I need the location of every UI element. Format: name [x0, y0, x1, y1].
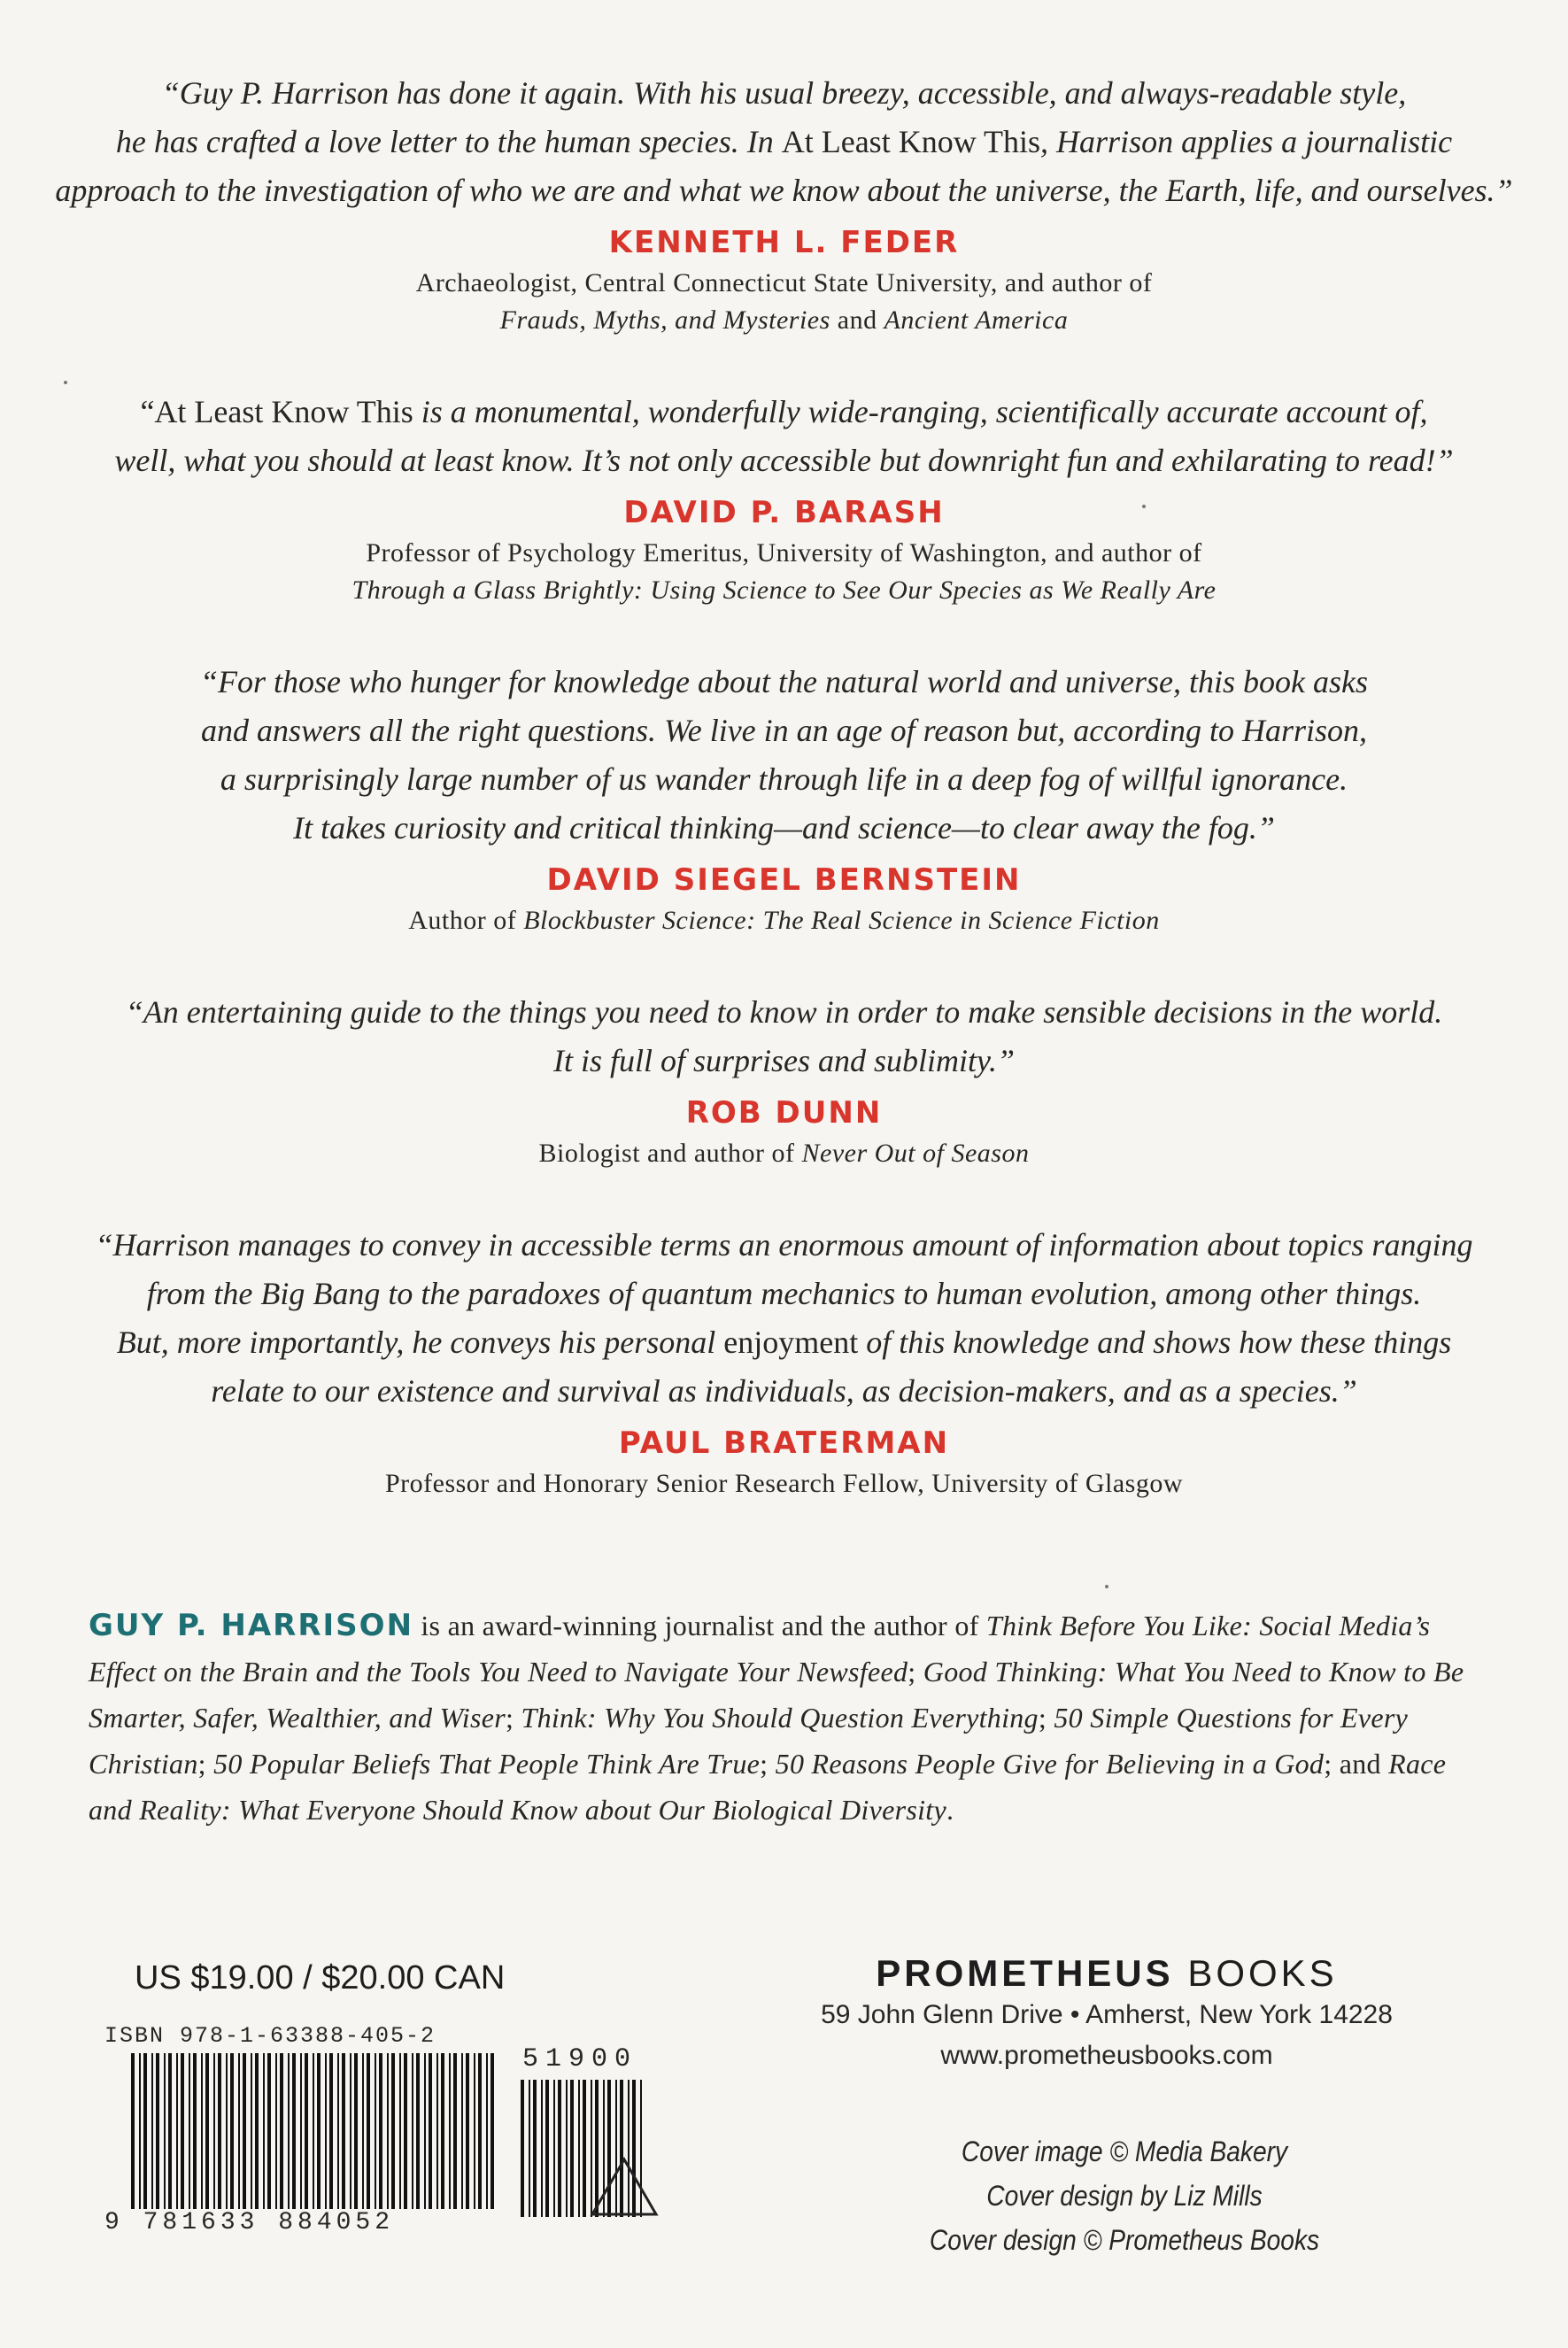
publisher-name: [770, 1952, 1443, 1995]
barcode-bar: [218, 2053, 221, 2217]
cover-credits: [797, 2129, 1452, 2262]
text-run: Author of: [408, 906, 524, 935]
blurb: [0, 658, 1568, 939]
publisher-logo-triangle-icon: [589, 2156, 660, 2218]
quote-line: [0, 1367, 1568, 1416]
barcode-bar: [379, 2053, 382, 2217]
blurb-quote: [0, 988, 1568, 1085]
barcode-bar: [325, 2053, 327, 2217]
quote-line: [0, 707, 1568, 755]
barcode-bar: [404, 2053, 407, 2217]
book-title: 50 Simple Questions for Every Christian: [89, 1702, 1409, 1780]
barcode-bar: [521, 2080, 524, 2217]
credential-line: [0, 572, 1568, 609]
blurb-author: DAVID SIEGEL BERNSTEIN: [546, 862, 1022, 898]
barcode-bar: [226, 2053, 228, 2217]
isbn-label: ISBN 978-1-63388-405-2: [104, 2023, 436, 2049]
barcode-bar: [391, 2053, 395, 2217]
blurb-quote: [0, 388, 1568, 485]
author-bio: [89, 1603, 1487, 1833]
barcode-bar: [412, 2053, 413, 2217]
blurb-credential: [0, 902, 1568, 939]
barcode-bars: [131, 2053, 498, 2217]
quote-line: [0, 1270, 1568, 1318]
blurb-author: ROB DUNN: [685, 1095, 883, 1131]
text-run: ;: [505, 1702, 521, 1734]
text-run: “An entertaining guide to the things you need to know in order to make sensible decisions in the world.: [125, 994, 1443, 1030]
barcode-bar: [533, 2080, 537, 2217]
quote-line: [0, 1037, 1568, 1085]
blurb-author: KENNETH L. FEDER: [608, 225, 960, 260]
barcode-bar: [342, 2053, 345, 2217]
barcode-bar: [387, 2053, 389, 2217]
barcode-bar: [449, 2053, 451, 2217]
blurb-quote: [0, 1221, 1568, 1416]
book-title: Frauds, Myths, and Mysteries: [499, 305, 830, 335]
quote-line: [0, 804, 1568, 853]
barcode-bar: [350, 2053, 351, 2217]
barcode-supplement-digits: 51900: [522, 2044, 638, 2074]
bio-author-name: GUY P. HARRISON: [89, 1608, 414, 1643]
barcode-bar: [243, 2053, 246, 2217]
text-run: ;: [908, 1656, 923, 1688]
barcode-bar: [305, 2053, 308, 2217]
barcode-bar: [313, 2053, 314, 2217]
text-run: from the Big Bang to the paradoxes of quantum mechanics to human evolution, among other things.: [146, 1276, 1422, 1311]
barcode-bar: [329, 2053, 333, 2217]
credential-line: [0, 1135, 1568, 1172]
barcode-bar: [292, 2053, 296, 2217]
blurb-credential: [0, 265, 1568, 339]
book-title: 50 Popular Beliefs That People Think Are True: [213, 1748, 761, 1780]
barcode-bar: [375, 2053, 376, 2217]
text-run: Professor and Honorary Senior Research Fellow, University of Glasgow: [384, 1469, 1184, 1498]
barcode-bar: [362, 2053, 364, 2217]
barcode-bar: [317, 2053, 321, 2217]
text-run: ;: [197, 1748, 214, 1780]
credit-line: Cover image © Media Bakery: [961, 2136, 1288, 2167]
text-run: .: [946, 1794, 954, 1826]
publisher-address: 59 John Glenn Drive • Amherst, New York 14228: [821, 2000, 1393, 2029]
quote-line: [0, 755, 1568, 804]
text-run: Archaeologist, Central Connecticut State University, and author of: [415, 268, 1153, 297]
blurb: [0, 388, 1568, 609]
credential-line: [0, 902, 1568, 939]
barcode-bar: [251, 2053, 252, 2217]
price-label: US $19.00 / $20.00 CAN: [135, 1959, 506, 1997]
barcode-bar: [570, 2080, 574, 2217]
barcode-bar: [181, 2053, 184, 2217]
barcode-bar: [275, 2053, 277, 2217]
barcode-bar: [486, 2053, 488, 2217]
barcode-bar: [399, 2053, 401, 2217]
print-speck: [1142, 505, 1146, 508]
text-run: is a monumental, wonderfully wide-ranging, scientifically accurate account of,: [413, 394, 1428, 429]
blurb-credential: [0, 535, 1568, 609]
barcode-bar: [255, 2053, 259, 2217]
barcode-bar: [558, 2080, 561, 2217]
barcode-bar: [337, 2053, 339, 2217]
barcode-bar: [143, 2053, 147, 2217]
quote-line: [0, 1221, 1568, 1270]
barcode-bar: [288, 2053, 290, 2217]
text-run: ;: [760, 1748, 776, 1780]
text-run: It takes curiosity and critical thinking—and science—to clear away the fog.”: [293, 810, 1275, 846]
credential-line: [0, 535, 1568, 572]
blurb: [0, 1221, 1568, 1502]
barcode-bar: [453, 2053, 457, 2217]
quote-line: [0, 118, 1568, 166]
text-run: Professor of Psychology Emeritus, University of Washington, and author of: [366, 538, 1202, 568]
barcode-bar: [566, 2080, 568, 2217]
text-run: well, what you should at least know. It’s not only accessible but downright fun and exhilarating to read!”: [114, 443, 1454, 478]
blurb: [0, 69, 1568, 339]
text-run: he has crafted a love letter to the human species. In: [115, 124, 782, 159]
barcode-bar: [168, 2053, 172, 2217]
text-run: , Harrison applies a journalistic: [1040, 124, 1453, 159]
barcode-bar: [529, 2080, 530, 2217]
text-run: “Guy P. Harrison has done it again. With his usual breezy, accessible, and always-readable style,: [161, 75, 1407, 111]
barcode-bar: [267, 2053, 271, 2217]
text-run: “For those who hunger for knowledge about the natural world and universe, this book asks: [200, 664, 1368, 699]
barcode-bar: [583, 2080, 586, 2217]
barcode-bar: [416, 2053, 420, 2217]
text-run: Biologist and author of: [538, 1139, 802, 1168]
barcode-bar: [139, 2053, 141, 2217]
blurb-author: DAVID P. BARASH: [623, 495, 945, 530]
credit-line: Cover design by Liz Mills: [986, 2180, 1263, 2212]
barcode-bar: [367, 2053, 370, 2217]
barcode-bar: [441, 2053, 444, 2217]
quote-line: [0, 436, 1568, 485]
barcode-bar: [263, 2053, 265, 2217]
print-speck: [64, 381, 67, 384]
barcode-digits: 9 781633 884052: [104, 2209, 512, 2236]
credit-line: Cover design © Prometheus Books: [929, 2224, 1320, 2256]
barcode-bar: [490, 2053, 494, 2217]
book-title-upright: “At Least Know This: [140, 394, 413, 429]
barcode-bar: [545, 2080, 549, 2217]
barcode-bar: [354, 2053, 358, 2217]
credential-line: [0, 1465, 1568, 1502]
blurb-author: PAUL BRATERMAN: [618, 1425, 950, 1461]
barcode-bar: [474, 2053, 475, 2217]
text-run: approach to the investigation of who we are and what we know about the universe, the Earth, life, and ourselves.”: [55, 173, 1513, 208]
publisher-block: [770, 1952, 1443, 2076]
book-title: 50 Reasons People Give for Believing in a God: [775, 1748, 1325, 1780]
barcode-bar: [156, 2053, 159, 2217]
text-run: ;: [1038, 1702, 1054, 1734]
book-title: Through a Glass Brightly: Using Science to See Our Species as We Really Are: [351, 575, 1217, 605]
quote-line: [0, 69, 1568, 118]
publisher-name-bold: PROMETHEUS: [876, 1952, 1174, 1994]
barcode-bar: [205, 2053, 209, 2217]
text-run: and answers all the right questions. We live in an age of reason but, according to Harrison,: [201, 713, 1367, 748]
credential-line: [0, 265, 1568, 302]
barcode-bar: [541, 2080, 543, 2217]
barcode-bar: [238, 2053, 240, 2217]
barcode-bar: [424, 2053, 426, 2217]
barcode-bar: [176, 2053, 178, 2217]
quote-line: [0, 1318, 1568, 1367]
barcode-bar: [201, 2053, 203, 2217]
barcode: [104, 2023, 653, 2244]
barcode-bar: [578, 2080, 580, 2217]
book-title: Think Before You Like: Social Media’s Effect on the Brain and the Tools You Need to Navigate Your Newsfeed: [89, 1610, 1431, 1688]
barcode-bar: [429, 2053, 432, 2217]
blurb-quote: [0, 69, 1568, 215]
text-run: is an award-winning journalist and the author of: [413, 1610, 986, 1641]
text-run: relate to our existence and survival as individuals, as decision-makers, and as a species.”: [211, 1373, 1357, 1409]
book-title: Race and Reality: What Everyone Should Know about Our Biological Diversity: [89, 1748, 1447, 1826]
barcode-bar: [230, 2053, 234, 2217]
barcode-bar: [151, 2053, 153, 2217]
text-run: But, more importantly, he conveys his personal: [116, 1325, 724, 1360]
book-title: Good Thinking: What You Need to Know to Be Smarter, Safer, Wealthier, and Wiser: [89, 1656, 1464, 1734]
text-run: It is full of surprises and sublimity.”: [552, 1043, 1016, 1078]
book-title: Never Out of Season: [801, 1139, 1030, 1168]
barcode-bar: [466, 2053, 469, 2217]
text-run: a surprisingly large number of us wander through life in a deep fog of willful ignorance.: [220, 761, 1348, 797]
blurbs-section: [0, 69, 1568, 1551]
barcode-bar: [189, 2053, 190, 2217]
barcode-bar: [213, 2053, 215, 2217]
blurb: [0, 988, 1568, 1172]
publisher-website: www.prometheusbooks.com: [940, 2041, 1273, 2070]
barcode-bar: [436, 2053, 438, 2217]
barcode-bar: [553, 2080, 555, 2217]
credential-line: [0, 302, 1568, 339]
quote-line: [0, 166, 1568, 215]
publisher-name-light: BOOKS: [1187, 1952, 1338, 1994]
blurb-credential: [0, 1135, 1568, 1172]
barcode-bar: [461, 2053, 463, 2217]
text-run: and: [830, 305, 884, 335]
barcode-bar: [131, 2053, 135, 2217]
book-title: Ancient America: [884, 305, 1069, 335]
quote-line: [0, 388, 1568, 436]
text-run: “Harrison manages to convey in accessible terms an enormous amount of information about topics ranging: [95, 1227, 1473, 1263]
text-run: ; and: [1324, 1748, 1389, 1780]
book-title-upright: At Least Know This: [781, 124, 1041, 159]
blurb-quote: [0, 658, 1568, 853]
barcode-bar: [478, 2053, 482, 2217]
quote-line: [0, 658, 1568, 707]
barcode-bar: [193, 2053, 197, 2217]
print-speck: [1105, 1585, 1108, 1588]
barcode-bar: [280, 2053, 283, 2217]
book-title-upright: enjoyment: [723, 1325, 859, 1360]
barcode-bar: [164, 2053, 166, 2217]
text-run: of this knowledge and shows how these things: [858, 1325, 1452, 1360]
book-title: Blockbuster Science: The Real Science in Science Fiction: [523, 906, 1160, 935]
book-title: Think: Why You Should Question Everything: [521, 1702, 1039, 1734]
blurb-credential: [0, 1465, 1568, 1502]
quote-line: [0, 988, 1568, 1037]
barcode-bar: [300, 2053, 302, 2217]
